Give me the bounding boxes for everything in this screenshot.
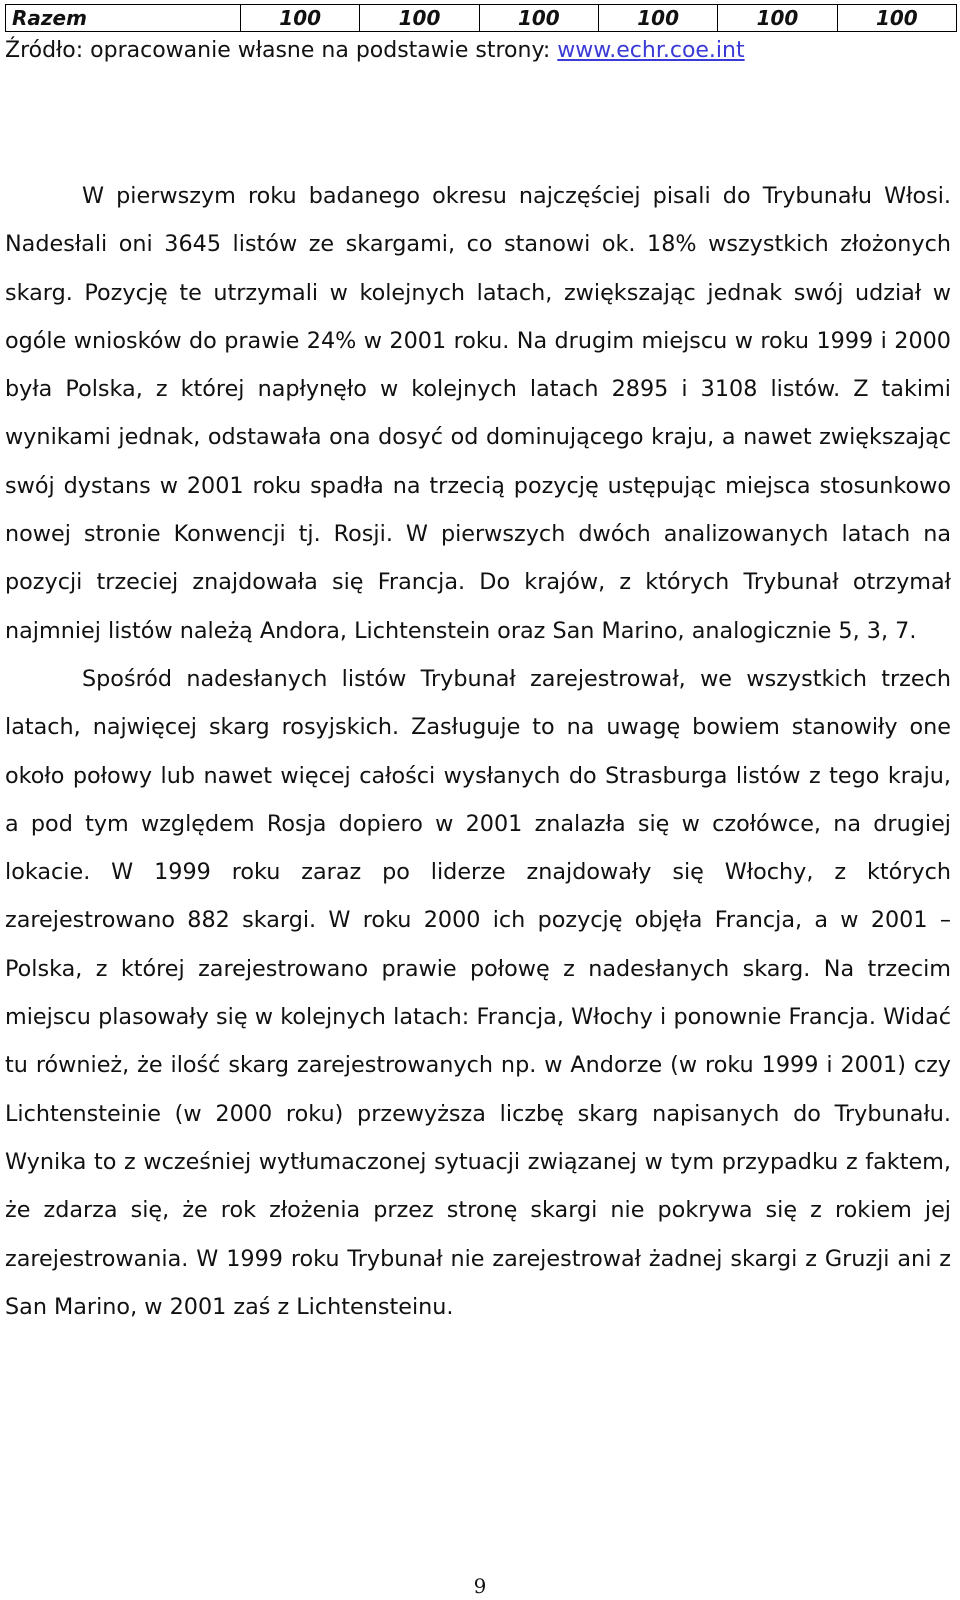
totals-table <box>5 4 957 32</box>
totals-label: Razem <box>6 5 241 32</box>
totals-row <box>6 5 957 32</box>
totals-cell: 100 <box>241 5 360 32</box>
totals-cell: 100 <box>598 5 717 32</box>
source-note <box>5 36 745 66</box>
page-number: 9 <box>473 1574 487 1598</box>
paragraph: Spośród nadesłanych listów Trybunał zarejestrował, we wszystkich trzech latach, najwięcej skarg rosyjskich. Zasługuje to na uwagę bowiem stanowiły one około połowy lub nawet więcej całości wysłanych do Strasburga listów z tego kraju, a pod tym względem Rosja dopiero w 2001 znalazła się w czołówce, na drugiej lokacie. W 1999 roku zaraz po liderze znajdowały się Włochy, z których zarejestrowano 882 skargi. W roku 2000 ich pozycję objęła Francja, a w 2001 – Polska, z której zarejestrowano prawie połowę z nadesłanych skarg. Na trzecim miejscu plasowały się w kolejnych latach: Francja, Włochy i ponownie Francja. Widać tu również, że ilość skarg zarejestrowanych np. w Andorze (w roku 1999 i 2001) czy Lichtensteinie (w 2000 roku) przewyższa liczbę skarg napisanych do Trybunału. Wynika to z wcześniej wytłumaczonej sytuacji związanej w tym przypadku z faktem, że zdarza się, że rok złożenia przez stronę skargi nie pokrywa się z rokiem jej zarejestrowania. W 1999 roku Trybunał nie zarejestrował żadnej skargi z Gruzji ani z San Marino, w 2001 zaś z Lichtensteinu. <box>5 665 951 1320</box>
totals-cell: 100 <box>718 5 837 32</box>
source-prefix: Źródło: opracowanie własne na podstawie strony: <box>5 38 558 63</box>
body-text <box>5 172 951 1331</box>
totals-cell: 100 <box>479 5 598 32</box>
source-link[interactable]: www.echr.coe.int <box>557 38 745 63</box>
totals-cell: 100 <box>360 5 479 32</box>
totals-cell: 100 <box>837 5 956 32</box>
paragraph: W pierwszym roku badanego okresu najczęściej pisali do Trybunału Włosi. Nadesłali oni 3645 listów ze skargami, co stanowi ok. 18% wszystkich złożonych skarg. Pozycję te utrzymali w kolejnych latach, zwiększając jednak swój udział w ogóle wniosków do prawie 24% w 2001 roku. Na drugim miejscu w roku 1999 i 2000 była Polska, z której napłynęło w kolejnych latach 2895 i 3108 listów. Z takimi wynikami jednak, odstawała ona dosyć od dominującego kraju, a nawet zwiększając swój dystans w 2001 roku spadła na trzecią pozycję ustępując miejsca stosunkowo nowej stronie Konwencji tj. Rosji. W pierwszych dwóch analizowanych latach na pozycji trzeciej znajdowała się Francja. Do krajów, z których Trybunał otrzymał najmniej listów należą Andora, Lichtenstein oraz San Marino, analogicznie 5, 3, 7. <box>5 183 951 644</box>
